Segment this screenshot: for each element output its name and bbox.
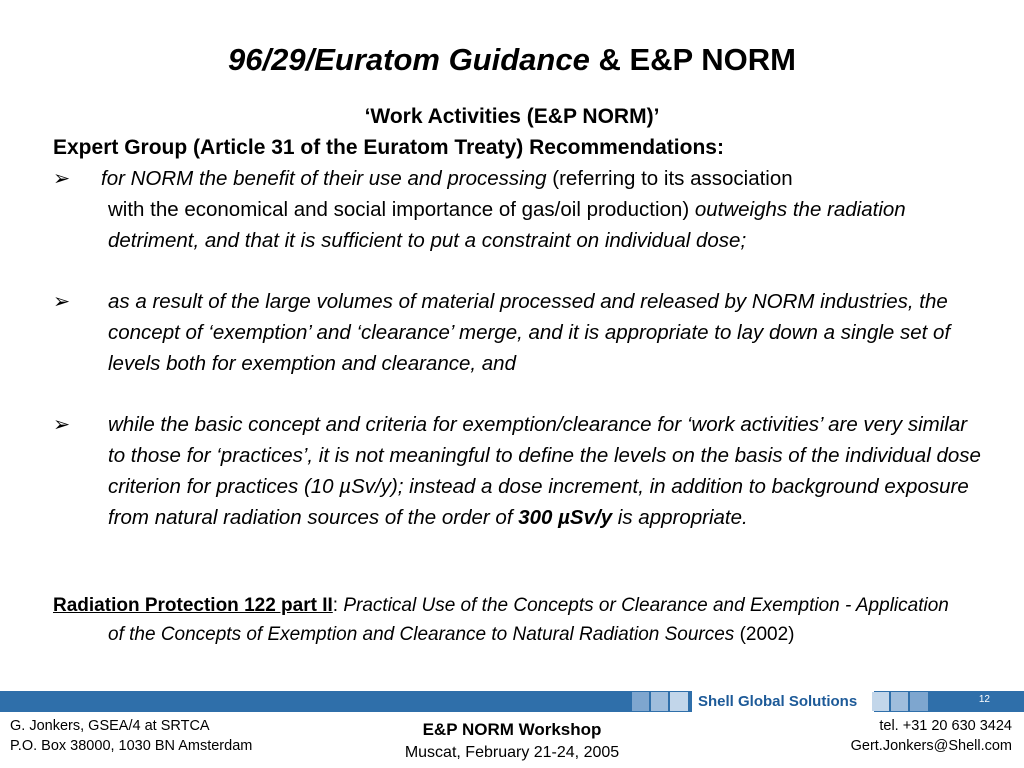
arrow-bullet-icon: ➢ — [53, 290, 71, 313]
slide-title-italic: 96/29/Euratom Guidance — [228, 42, 590, 77]
footer-email: Gert.Jonkers@Shell.com — [850, 738, 1012, 754]
bar-square-icon — [910, 692, 928, 711]
reference-block — [53, 591, 968, 649]
footer-contact-left — [10, 716, 252, 756]
arrow-bullet-icon: ➢ — [53, 413, 71, 436]
bullet-item-1 — [53, 163, 983, 256]
bar-square-icon — [891, 692, 908, 711]
bar-square-icon — [632, 692, 649, 711]
brand-bar — [0, 691, 1024, 712]
page-number: 12 — [978, 694, 990, 705]
bullet-3-bold-value: 300 µSv/y — [518, 506, 613, 529]
bullet-text-3 — [53, 409, 983, 533]
bullet-item-2 — [53, 286, 983, 379]
reference-year: (2002) — [734, 624, 795, 645]
footer-contact-right — [851, 716, 1012, 756]
bullet-1-italic-b: outweighs — [694, 198, 788, 221]
slide-title-rest: & E&P NORM — [589, 42, 796, 77]
footer-phone: tel. +31 20 630 3424 — [879, 718, 1012, 734]
section-heading: Expert Group (Article 31 of the Euratom Treaty) Recommendations: — [53, 136, 724, 159]
footer-left-line-1: G. Jonkers, GSEA/4 at SRTCA — [10, 718, 210, 734]
arrow-bullet-icon: ➢ — [53, 167, 71, 190]
brand-name: Shell Global Solutions — [692, 691, 874, 712]
bullet-1-italic-c: the radiation detriment, and that it is sufficient to put a constraint on individual dose; — [108, 198, 906, 252]
reference-label: Radiation Protection 122 part II — [53, 595, 333, 616]
bullet-item-3 — [53, 409, 983, 533]
bar-square-icon — [651, 692, 668, 711]
footer-event-title: E&P NORM Workshop — [422, 720, 602, 739]
reference-title: Practical Use of the Concepts or Clearance and Exemption - Application of the Concepts of Exemption and Clearance to Natural Radiation Sources — [108, 595, 949, 645]
bullet-3-italic-b: is appropriate. — [612, 506, 748, 529]
slide-title — [0, 40, 1024, 80]
slide-subtitle: ‘Work Activities (E&P NORM)’ — [364, 105, 660, 128]
footer-event-subtitle: Muscat, February 21-24, 2005 — [404, 744, 620, 761]
bullet-3-italic-a: while the basic concept and criteria for exemption/clearance for ‘work activities’ are very similar to those for ‘practices’, it is not meaningful to define the levels on the basis of the individual dose criterion for practices (10 µSv/y); instead a dose increment, in addition to background exposure from natural radiation sources of the order of — [108, 413, 981, 529]
footer-left-line-2: P.O. Box 38000, 1030 BN Amsterdam — [10, 738, 253, 754]
bullet-1-italic-a: for NORM the benefit of their use and processing — [101, 167, 547, 190]
bar-square-icon — [670, 692, 688, 711]
bullet-text-2: as a result of the large volumes of material processed and released by NORM industries, the concept of ‘exemption’ and ‘clearance’ merge, and it is appropriate to lay down a single set of levels both for exemption and clearance, and — [108, 290, 951, 375]
bullet-text-1 — [53, 163, 983, 256]
bar-square-icon — [872, 692, 889, 711]
footer-event — [312, 718, 712, 764]
bullet-1-plain-b: with the economical and social importance of gas/oil production) — [108, 198, 695, 221]
bullet-1-plain-a: (referring to its association — [546, 167, 793, 190]
reference-colon: : — [332, 595, 344, 616]
